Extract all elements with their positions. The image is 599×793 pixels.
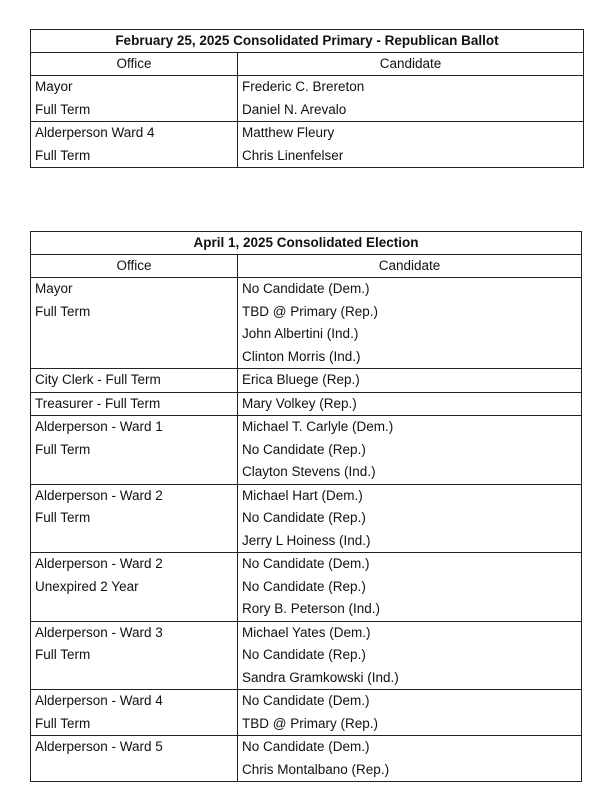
office-header: Office	[31, 53, 238, 76]
candidate-name: No Candidate (Rep.)	[242, 647, 366, 662]
candidate-name: Chris Linenfelser	[242, 147, 344, 163]
office-line: Full Term	[35, 147, 91, 163]
office-cell	[31, 76, 238, 122]
candidate-name: Michael Hart (Dem.)	[242, 487, 363, 503]
candidate-cell	[238, 553, 582, 622]
candidate-name: No Candidate (Rep.)	[242, 441, 366, 457]
candidate-name: No Candidate (Dem.)	[242, 556, 370, 571]
header-row	[31, 53, 584, 76]
office-cell	[31, 736, 238, 782]
office-cell	[31, 392, 238, 416]
office-cell	[31, 278, 238, 369]
office-line: Full Term	[35, 647, 91, 662]
candidate-cell	[238, 621, 582, 690]
office-header: Office	[31, 255, 238, 278]
office-line: Full Term	[35, 441, 91, 457]
election-ballot-table	[30, 231, 582, 782]
candidate-cell	[238, 278, 582, 369]
candidate-header: Candidate	[238, 53, 584, 76]
office-line: Treasurer - Full Term	[35, 395, 161, 411]
candidate-name: Michael Yates (Dem.)	[242, 624, 371, 640]
candidate-cell	[238, 76, 584, 122]
office-line: Full Term	[35, 101, 91, 117]
office-line: Unexpired 2 Year	[35, 578, 139, 594]
candidate-name: No Candidate (Dem.)	[242, 281, 370, 296]
candidate-name: No Candidate (Rep.)	[242, 578, 366, 594]
table-row	[31, 278, 582, 369]
candidate-name: No Candidate (Dem.)	[242, 693, 370, 708]
candidate-name: TBD @ Primary (Rep.)	[242, 303, 378, 319]
office-cell	[31, 122, 238, 168]
office-line: Alderperson Ward 4	[35, 125, 155, 140]
candidate-name: Daniel N. Arevalo	[242, 101, 347, 117]
table-row	[31, 553, 582, 622]
table-row	[31, 392, 582, 416]
candidate-cell	[238, 416, 582, 485]
candidate-name: Matthew Fleury	[242, 125, 335, 140]
primary-ballot-table	[30, 29, 584, 168]
office-line: Full Term	[35, 303, 91, 319]
office-cell	[31, 369, 238, 393]
table-title: February 25, 2025 Consolidated Primary - Republican Ballot	[31, 30, 584, 53]
candidate-name: Jerry L Hoiness (Ind.)	[242, 532, 371, 548]
candidate-name: Michael T. Carlyle (Dem.)	[242, 419, 394, 434]
candidate-name: No Candidate (Rep.)	[242, 510, 366, 525]
office-line: Alderperson - Ward 3	[35, 624, 163, 640]
office-cell	[31, 484, 238, 553]
candidate-header: Candidate	[238, 255, 582, 278]
table-row	[31, 76, 584, 122]
candidate-cell	[238, 392, 582, 416]
office-line: Mayor	[35, 281, 73, 296]
table-row	[31, 122, 584, 168]
office-line: Alderperson - Ward 2	[35, 556, 163, 571]
office-cell	[31, 621, 238, 690]
candidate-cell	[238, 122, 584, 168]
office-line: Full Term	[35, 510, 91, 525]
table-row	[31, 416, 582, 485]
office-line: Alderperson - Ward 4	[35, 693, 163, 708]
candidate-name: Erica Bluege (Rep.)	[242, 372, 360, 387]
candidate-cell	[238, 369, 582, 393]
candidate-name: Clinton Morris (Ind.)	[242, 348, 361, 364]
title-row	[31, 30, 584, 53]
table-row	[31, 484, 582, 553]
table-row	[31, 369, 582, 393]
candidate-name: Clayton Stevens (Ind.)	[242, 464, 376, 479]
title-row	[31, 232, 582, 255]
candidate-name: TBD @ Primary (Rep.)	[242, 715, 378, 731]
candidate-name: Sandra Gramkowski (Ind.)	[242, 669, 399, 685]
header-row	[31, 255, 582, 278]
office-line: Alderperson - Ward 2	[35, 487, 163, 503]
candidate-name: No Candidate (Dem.)	[242, 739, 370, 754]
candidate-cell	[238, 484, 582, 553]
election-table-body	[31, 232, 582, 782]
office-cell	[31, 416, 238, 485]
candidate-name: Rory B. Peterson (Ind.)	[242, 601, 381, 616]
candidate-name: Mary Volkey (Rep.)	[242, 395, 357, 411]
table-row	[31, 736, 582, 782]
office-cell	[31, 553, 238, 622]
candidate-cell	[238, 736, 582, 782]
office-line: City Clerk - Full Term	[35, 372, 161, 387]
candidate-name: John Albertini (Ind.)	[242, 326, 359, 341]
table-title: April 1, 2025 Consolidated Election	[31, 232, 582, 255]
candidate-name: Frederic C. Brereton	[242, 79, 365, 94]
candidate-cell	[238, 690, 582, 736]
office-line: Mayor	[35, 79, 73, 94]
candidate-name: Chris Montalbano (Rep.)	[242, 761, 390, 777]
office-line: Full Term	[35, 715, 91, 731]
table-row	[31, 690, 582, 736]
table-row	[31, 621, 582, 690]
office-line: Alderperson - Ward 5	[35, 739, 163, 754]
office-line: Alderperson - Ward 1	[35, 419, 163, 434]
office-cell	[31, 690, 238, 736]
primary-table-body	[31, 30, 584, 168]
